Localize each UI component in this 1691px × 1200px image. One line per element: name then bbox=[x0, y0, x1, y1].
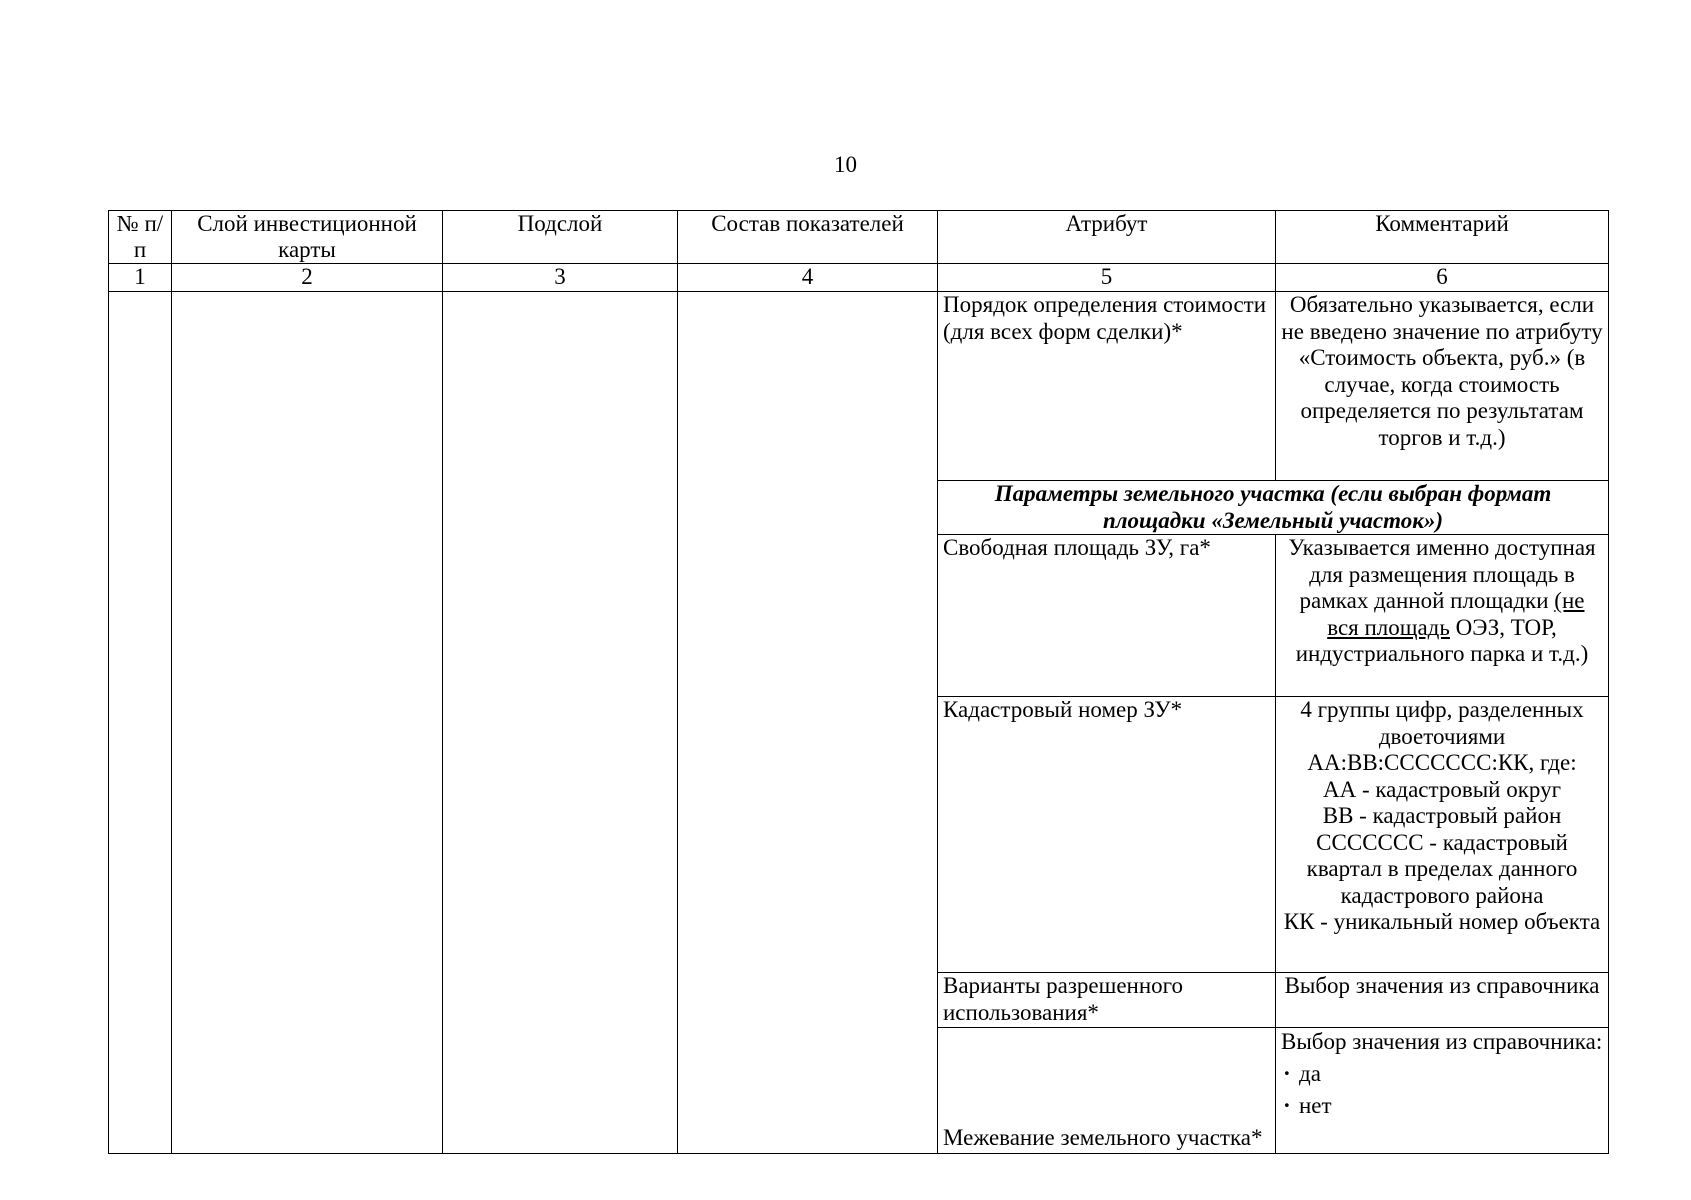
empty-number-cell bbox=[109, 292, 172, 1154]
attribute-cell: Кадастровый номер ЗУ* bbox=[938, 697, 1276, 973]
column-number: 6 bbox=[1276, 264, 1609, 292]
comment-line: ВВ - кадастровый район bbox=[1322, 803, 1562, 828]
comment-line: 4 группы цифр, разделенных двоеточиями bbox=[1300, 697, 1584, 749]
indicators-table bbox=[108, 210, 1609, 1154]
header-layer: Слой инвестиционной карты bbox=[172, 211, 443, 264]
empty-sublayer-cell bbox=[443, 292, 678, 1154]
attribute-cell: Варианты разрешенного использования* bbox=[938, 973, 1276, 1028]
empty-indicators-cell bbox=[678, 292, 938, 1154]
page-number: 10 bbox=[834, 152, 857, 177]
comment-cell bbox=[1276, 1028, 1609, 1154]
table-header-row bbox=[109, 211, 1609, 264]
header-sublayer: Подслой bbox=[443, 211, 678, 264]
comment-line: КК - уникальный номер объекта bbox=[1283, 909, 1601, 934]
list-item: · да bbox=[1281, 1058, 1603, 1090]
comment-cell: Обязательно указывается, если не введено значение по атрибуту «Стоимость объекта, руб.» (в случае, когда стоимость определяется по результатам торгов и т.д.) bbox=[1276, 292, 1609, 481]
column-number: 2 bbox=[172, 264, 443, 292]
empty-layer-cell bbox=[172, 292, 443, 1154]
comment-text: Указывается именно доступная для размещения площадь в рамках данной площадки bbox=[1288, 535, 1596, 613]
table-row bbox=[109, 292, 1609, 481]
comment-cell: Выбор значения из справочника bbox=[1276, 973, 1609, 1028]
section-heading: Параметры земельного участка (если выбран формат площадки «Земельный участок») bbox=[938, 481, 1609, 535]
column-number: 4 bbox=[678, 264, 938, 292]
comment-cell bbox=[1276, 697, 1609, 973]
attribute-cell: Порядок определения стоимости (для всех форм сделки)* bbox=[938, 292, 1276, 481]
header-indicators: Состав показателей bbox=[678, 211, 938, 264]
column-number: 1 bbox=[109, 264, 172, 292]
comment-line: ССССССС - кадастровый квартал в пределах данного кадастрового района bbox=[1306, 829, 1578, 908]
column-number: 3 bbox=[443, 264, 678, 292]
underlined-text: (не вся площадь bbox=[1327, 588, 1585, 640]
column-number-row bbox=[109, 264, 1609, 292]
column-number: 5 bbox=[938, 264, 1276, 292]
comment-cell bbox=[1276, 535, 1609, 697]
attribute-cell: Межевание земельного участка* bbox=[938, 1028, 1276, 1154]
comment-line: АА:ВВ:ССССССС:КК, где: bbox=[1307, 750, 1577, 775]
header-number: № п/п bbox=[109, 211, 172, 264]
options-list bbox=[1281, 1058, 1603, 1122]
comment-line: АА - кадастровый округ bbox=[1322, 776, 1562, 802]
list-item: · нет bbox=[1281, 1090, 1603, 1122]
comment-text: Выбор значения из справочника: bbox=[1281, 1029, 1603, 1054]
attribute-cell: Свободная площадь ЗУ, га* bbox=[938, 535, 1276, 697]
header-comment: Комментарий bbox=[1276, 211, 1609, 264]
header-attribute: Атрибут bbox=[938, 211, 1276, 264]
comment-text: ОЭЗ, ТОР, индустриального парка и т.д.) bbox=[1295, 614, 1589, 666]
